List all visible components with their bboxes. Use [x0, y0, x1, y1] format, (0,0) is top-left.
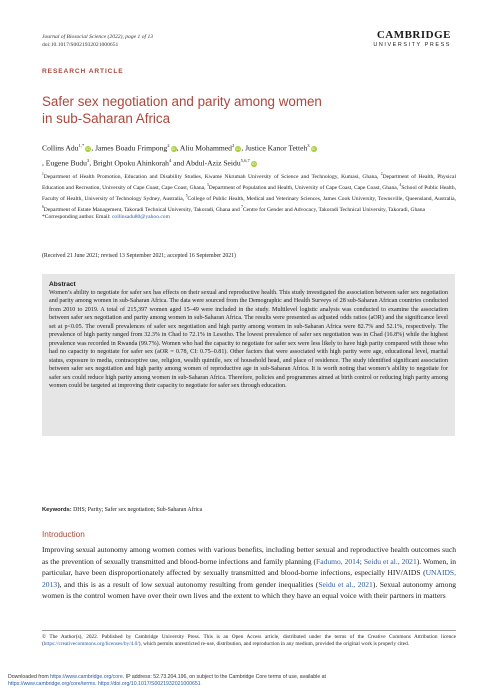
citation-link[interactable]: Seidu et al., 2021 [318, 579, 373, 589]
affiliation-text: Department of Population and Health, University of Cape Coast, Cape Coast, Ghana, [208, 184, 400, 191]
affiliation-text: Department of Estate Management, Takoradi Technical University, Takoradi, Ghana and [43, 206, 242, 213]
copyright-footnote [42, 634, 456, 649]
orcid-icon[interactable]: iD [86, 145, 91, 151]
title-line-1: Safer sex negotiation and parity among women [42, 94, 322, 109]
introduction-paragraph [42, 544, 456, 602]
affiliation-text: Department of Health Promotion, Education and Disability Studies, Kwame Nkrumah University of Science and Technology, Kumasi, Ghana, [43, 173, 381, 180]
body-text: ). Sexual autonomy among women is the control women have over their own lives and the extent to which they have an equal voice with their partners in matters [42, 579, 456, 601]
footnote-text: ), which permits unrestricted re-use, distribution, and reproduction in any medium, provided the original work is properly cited. [138, 641, 410, 648]
author-affil-mark: 3 [307, 143, 310, 148]
publisher-logo [373, 30, 451, 49]
orcid-icon[interactable]: iD [171, 145, 176, 151]
author-affil-mark: 3 [86, 158, 90, 164]
affiliations [42, 170, 456, 221]
affil-mark: 4 [399, 182, 402, 187]
doi-text: doi:10.1017/S0021932021000651 [42, 42, 119, 48]
title-line-2: in sub-Saharan Africa [42, 111, 171, 126]
affiliation-text: School of Public Health, Faculty of Health, University of Technology Sydney, Australia, [42, 184, 456, 202]
received-dates: (Received 21 June 2021; revised 13 September 2021; accepted 16 September 2021) [42, 253, 236, 259]
affil-mark: 7 [241, 204, 243, 209]
logo-sub-text: UNIVERSITY PRESS [373, 42, 451, 48]
body-text: ), and this is as a result of low sexual autonomy resulting from gender inequalities ( [57, 579, 319, 589]
corresponding-author-label: *Corresponding author. Email: [42, 214, 112, 221]
download-text: . IP address: 52.73.204.196, on subject to the Cambridge Core terms of use, available at [122, 674, 326, 680]
body-text: ). Women, in particular, have been disproportionately affected by sexually transmitted and blood-borne infections, especially HIV/AIDS ( [42, 556, 457, 578]
article-title [42, 93, 422, 127]
author-name[interactable]: , James Boadu Frimpong [91, 143, 168, 153]
author-affil-mark: 4 [168, 158, 172, 164]
author-affil-mark: 1,* [78, 143, 85, 148]
author-list [42, 140, 462, 170]
terms-link[interactable]: https://www.cambridge.org/core/terms [8, 681, 96, 687]
author-name[interactable]: , Aliu Mohammed [176, 143, 232, 153]
affil-mark: 1 [42, 172, 44, 176]
affil-mark: 3 [206, 182, 209, 187]
author-affil-mark: 2 [231, 143, 235, 148]
abstract-heading: Abstract [49, 281, 76, 288]
download-notice [8, 674, 488, 688]
affiliation-text: Department of Health, Physical Education and Recreation, University of Cape Coast, Cape Coast, Ghana, [42, 173, 456, 191]
affiliation-text: College of Public Health, Medical and Veterinary Sciences, James Cook University, Townsville, Queensland, Australia, [187, 195, 456, 202]
license-link[interactable]: https://creativecommons.org/licenses/by/4.0/ [43, 641, 139, 648]
keywords-label: Keywords: [42, 507, 72, 513]
cambridge-core-link[interactable]: https://www.cambridge.org/core [50, 674, 123, 680]
keywords-line [42, 506, 202, 514]
orcid-icon[interactable]: iD [311, 145, 316, 151]
journal-citation: Journal of Biosocial Science (2022), page 1 of 13 [42, 34, 154, 40]
author-name[interactable]: Collins Adu [42, 143, 79, 153]
citation-link[interactable]: Seidu et al., 2021 [363, 556, 417, 566]
author-name[interactable]: , Justice Kanor Tetteh [241, 143, 308, 153]
footnote-text: © The Author(s), 2022. Published by Cambridge University Press. This is an Open Access article, distributed under the terms of the Creative Commons Attribution licence ( [42, 634, 456, 648]
body-text: ; [359, 556, 364, 566]
keywords-text: DHS; Parity; Safer sex negotiation; Sub-Saharan Africa [71, 507, 203, 513]
orcid-icon[interactable]: iD [236, 145, 241, 151]
download-text: . [95, 681, 98, 687]
logo-main-text: CAMBRIDGE [376, 29, 451, 41]
section-heading-introduction: Introduction [42, 530, 85, 539]
affil-mark: 6 [42, 204, 44, 209]
abstract-box [42, 274, 455, 436]
doi-link[interactable]: https://doi.org/10.1017/S0021932021000651 [97, 681, 201, 687]
download-text: Downloaded from [8, 674, 51, 680]
article-type-label: RESEARCH ARTICLE [42, 68, 124, 75]
author-name[interactable]: and Abdul-Aziz Seidu [171, 158, 241, 168]
body-text: Improving sexual autonomy among women comes with various benefits, including better sexual and reproductive health outcomes such as the prevention of sexually transmitted and blood-borne infections and family planning ( [42, 545, 456, 566]
author-affil-mark: 5,6,7 [240, 158, 250, 164]
author-affil-mark: 2 [167, 143, 170, 148]
author-name[interactable]: , Bright Opoku Ahinkorah [89, 158, 169, 168]
abstract-text: Women’s ability to negotiate for safer sex has effects on their sexual and reproductive health. This study investigated the association between safer sex negotiation and parity among women in sub-Saharan Africa. The data were sourced from the Demographic and Health Surveys of 28 sub-Saharan African countries conducted from 2010 to 2019. A total of 215,397 women aged 15–49 were included in the study. Multilevel logistic analysis was conducted to examine the association between safer sex negotiation and parity among women in sub-Saharan Africa. The results were presented as adjusted odds ratios (aOR) and the significance level set at p<0.05. The overall prevalences of safer sex negotiation and high parity among women in sub-Saharan Africa were 82.7% and 52.1%, respectively. The prevalence of high parity ranged from 32.3% in Chad to 72.1% in Lesotho. The lowest prevalence of safer sex negotiation was in Chad (16.8%) while the highest prevalence was recorded in Rwanda (99.7%). Women who had the capacity to negotiate for safer sex were less likely to have high parity compared with those who had no capacity to negotiate for safer sex (aOR = 0.78, CI: 0.75–0.81). Other factors that were associated with high parity were age, educational level, marital status, exposure to media, contraceptive use, religion, wealth quintile, sex of household head, and place of residence. The study identified significant association between safer sex negotiation and high parity among women of reproductive age in sub-Saharan Africa. It is worth noting that women’s ability to negotiate for safer sex could reduce high parity among women in sub-Saharan Africa. Therefore, policies and programmes aimed at birth control or reducing high parity among women could be targeted at improving their capacity to negotiate for safer sex through education. [49, 290, 448, 390]
affiliation-text: Centre for Gender and Advocacy, Takoradi Technical University, Takoradi, Ghana [242, 206, 425, 213]
affil-mark: 5 [185, 193, 188, 198]
author-name[interactable]: , Eugene Budu [42, 158, 87, 168]
affil-mark: 2 [380, 172, 383, 176]
citation-link[interactable]: UNAIDS, 2013 [42, 568, 456, 589]
citation-link[interactable]: Fadumo, 2014 [316, 556, 360, 566]
orcid-icon[interactable]: iD [251, 160, 256, 166]
footnote-divider [42, 630, 456, 631]
corresponding-email-link[interactable]: collinsadu80@yahoo.com [111, 214, 170, 221]
